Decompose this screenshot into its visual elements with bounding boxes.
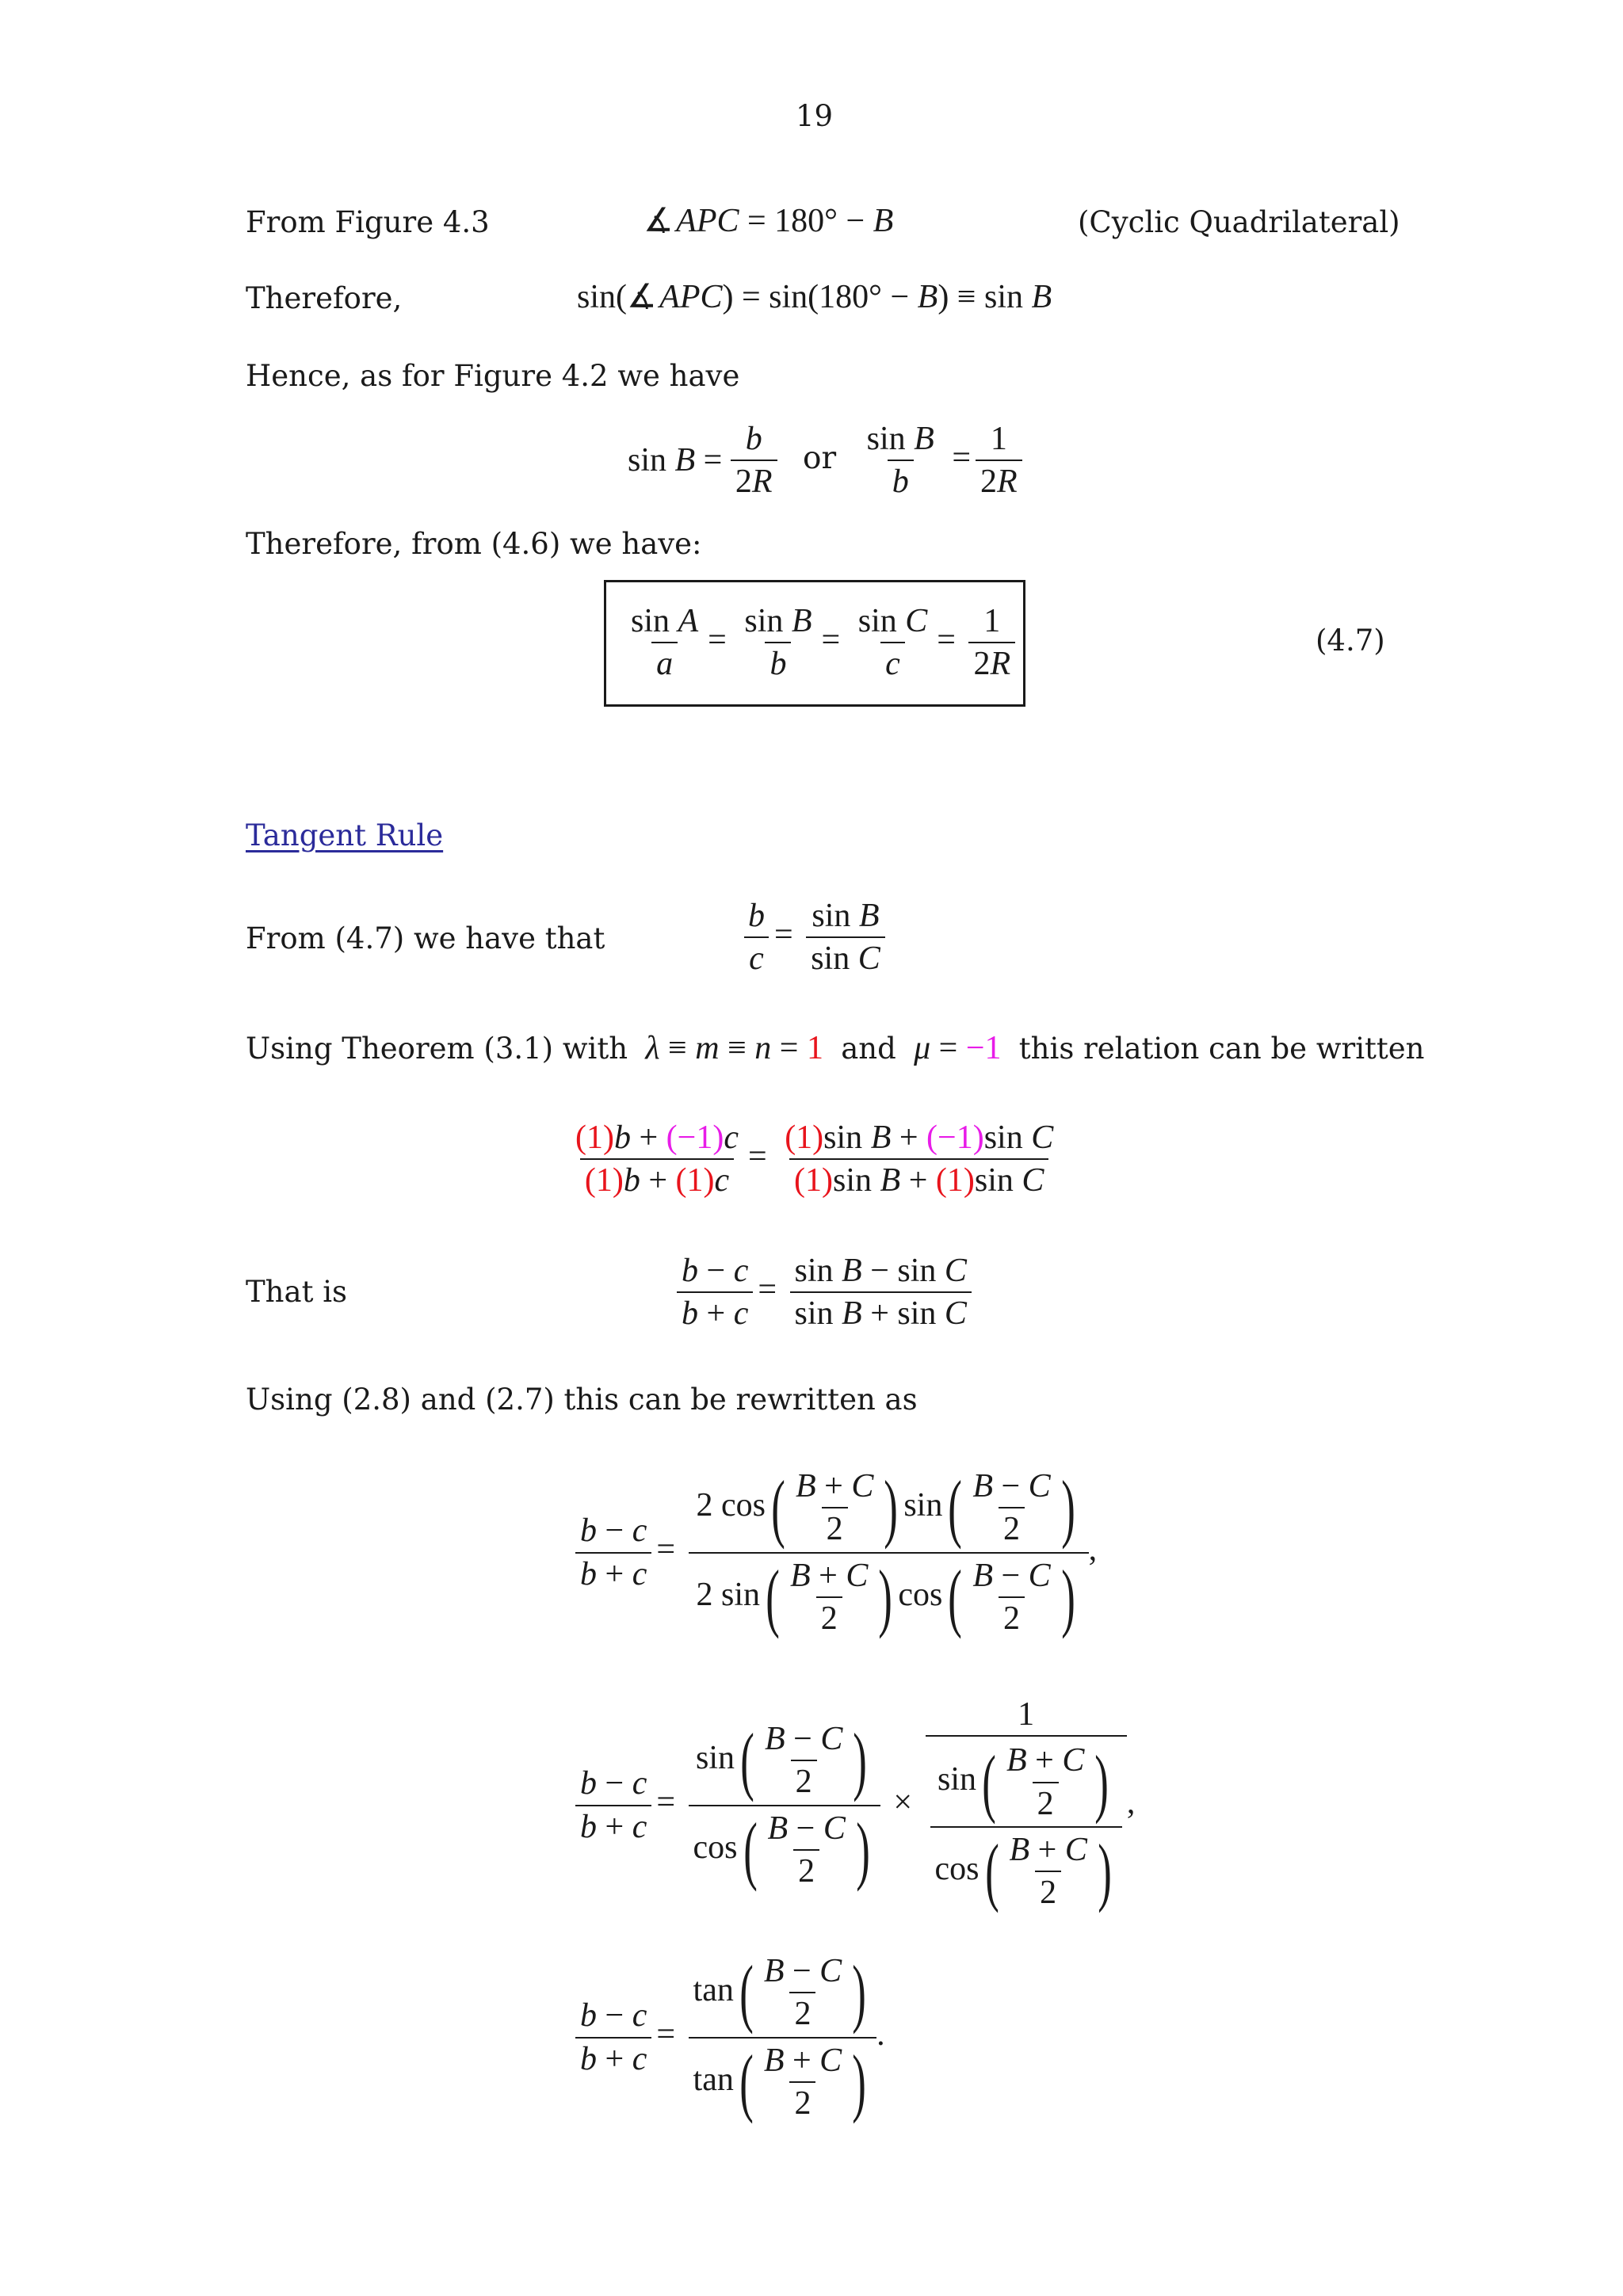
angle-apc-equation: ∡ APC = 180° − B	[643, 203, 894, 239]
tangent-step-2: $\frac{b - c}{b + c}$ = sin( $\frac{B - C}{2}$ ) cos( $\frac{B - C}{2}$ ) × 1 sin( $\frac{B + C}{2}$ ) cos( $\frac{B + C}{2}$ ) ,	[575, 1694, 1135, 1917]
tangent-step-1: $\frac{b - c}{b + c}$ = 2 cos( $\frac{B + C}{2}$ ) sin( $\frac{B - C}{2}$ ) 2 sin( $\frac{B + C}{2}$ ) cos( $\frac{B - C}{2}$ ) ,	[575, 1464, 1097, 1641]
sine-identity-equation: sin(∡ APC) = sin(180° − B) ≡ sin B	[577, 279, 1052, 315]
tangent-rule-heading[interactable]: Tangent Rule	[246, 818, 444, 852]
equation-number-4-7: (4.7)	[1316, 624, 1385, 658]
using-2-8-text: Using (2.8) and (2.7) this can be rewritten as	[246, 1383, 918, 1417]
lambda-m-n-expr: λ ≡ m ≡ n = 1	[645, 1030, 823, 1066]
therefore-label: Therefore,	[246, 281, 403, 315]
b-over-c-equation: $\frac{b}{c}$ = $\frac{\text{sin B}}{\text{sin C}}$	[743, 895, 885, 980]
therefore-from-text: Therefore, from (4.6) we have:	[246, 527, 702, 561]
using-theorem-text-c: this relation can be written	[1018, 1032, 1425, 1066]
using-theorem-text-a: Using Theorem (3.1) with	[246, 1032, 628, 1066]
sine-b-equation: sin B = $\frac{b}{2R}$ or $\frac{\text{sin B}}{b}$ = $\frac{1}{2R}$	[628, 418, 1022, 503]
from-figure-label: From Figure 4.3	[246, 205, 490, 239]
b-minus-c-equation: $\frac{b - c}{b + c}$ = $\frac{\text{sin B − sin C}}{\text{sin B + sin C}}$	[677, 1250, 972, 1335]
using-theorem-line	[246, 1032, 1425, 1065]
from-4-7-text: From (4.7) we have that	[246, 921, 605, 955]
sine-rule-equation: $\frac{\text{sin A}}{a}$ = $\frac{\text{sin B}}{b}$ = $\frac{\text{sin C}}{c}$ = $\frac{1}{2R}$	[626, 601, 1015, 685]
weighted-ratio-equation: $\frac{(1)b + (-1)c}{(1)b + (1)c}$ = $\frac{\text{(1)sin B + (−1)sin C}}{\text{(1)sin B + (1)sin C}}$	[571, 1117, 1058, 1202]
hence-text: Hence, as for Figure 4.2 we have	[246, 359, 740, 393]
mu-expr: μ = −1	[914, 1030, 1002, 1066]
tangent-step-3: $\frac{b - c}{b + c}$ = tan( $\frac{B - C}{2}$ ) tan( $\frac{B + C}{2}$ ) .	[575, 1949, 885, 2126]
cyclic-quadrilateral-note: (Cyclic Quadrilateral)	[1078, 205, 1400, 239]
or-word: or	[803, 440, 837, 476]
using-theorem-text-b: and	[841, 1032, 896, 1066]
page-number: 19	[796, 99, 834, 133]
that-is-label: That is	[246, 1275, 348, 1309]
